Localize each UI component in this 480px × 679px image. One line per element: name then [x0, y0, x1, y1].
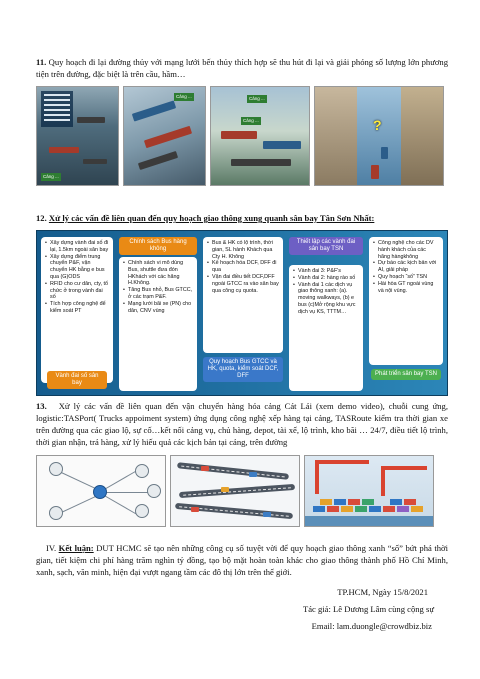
- roads-trucks-illustration: [170, 455, 300, 527]
- diagram-item: • Công nghệ cho các DV hành khách của các hãng hàngkhông: [373, 240, 439, 260]
- photo-tag: Cảng ...: [249, 96, 265, 101]
- logistics-network-illustration: [36, 455, 166, 527]
- diagram-col-bus-policy: [119, 257, 197, 391]
- diagram-item: • Mạng lưới bãi xe (PN) cho dân, CNV vùng: [123, 301, 193, 315]
- network-node-icon: [135, 464, 149, 478]
- photo-tag: Cảng ...: [243, 118, 259, 123]
- author-line: Tác giả: Lê Dương Lâm cùng cộng sự: [302, 604, 434, 614]
- truck-icon: [249, 472, 257, 477]
- airport-planning-diagram: [36, 230, 448, 396]
- section-12-number: 12.: [36, 213, 47, 223]
- network-node-icon: [147, 484, 161, 498]
- photo-tag: Cảng ...: [176, 94, 192, 99]
- diagram-item: • Tích hợp công nghệ để kiểm soát PT: [45, 301, 109, 315]
- conclusion-label: IV.: [46, 543, 57, 553]
- network-node-icon: [135, 504, 149, 518]
- diagram-item: • Vận đai điều tiết DCF,DFF ngoài GTCC ra vào sân bay qua công cụ quota.: [207, 274, 279, 294]
- conclusion-heading: Kết luận:: [58, 543, 94, 553]
- diagram-item: • Bus & HK có lộ trình, thời gian, SL hành Khách qua Cty H. Không: [207, 240, 279, 260]
- section-13-illustrations: [36, 455, 434, 527]
- section-11-number: 11.: [36, 57, 47, 67]
- diagram-item: • Kế hoạch hóa DCF, DFF đi qua: [207, 260, 279, 274]
- diagram-item: • Hài hòa GT ngoài vùng và nội vùng.: [373, 281, 439, 295]
- hub-node-icon: [93, 485, 107, 499]
- diagram-col-airport-rings: [289, 265, 363, 391]
- section-13-paragraph: [36, 400, 448, 448]
- section-13-text: Xử lý các vấn đề liên quan đến vận chuyển hàng hóa cảng Cát Lái (xem demo video), chuỗi cung ứng, logistic:TASPort( Trucks appoiment system) ứng dụng công nghệ xếp hàng tại cảng, TASRoute kiểm tra thời gian xe trên đường qua các giao lộ, sự cố…kết nối cảng vụ, chủ hàng, depot, tài xế, lộ trình, kho bãi … 24/7, điều tiết lộ trình, thời gian nhận, trả hàng, xử lý hiếu quả các kịch bản tại cảng, trên đường: [36, 401, 448, 447]
- diagram-item: • Xây dựng vành đai số đi lại, 1.5km ngoài sân bay: [45, 240, 109, 254]
- diagram-item: • Chính sách vi mô dùng Bus, shuttle đưa đón HKhách với các hãng H.Không.: [123, 260, 193, 287]
- diagram-item: • Dự báo các kịch bản với AI, giải pháp: [373, 260, 439, 274]
- port-aerial-photo-1: [36, 86, 119, 186]
- truck-icon: [191, 507, 199, 512]
- diagram-item: • RFID cho cư dân, cty, tổ chức ở trong vành đai số: [45, 281, 109, 301]
- truck-icon: [221, 487, 229, 492]
- conclusion-paragraph: [36, 542, 448, 578]
- network-node-icon: [49, 462, 63, 476]
- section-11-paragraph: [36, 56, 448, 80]
- diagram-col-bus-quota: [203, 237, 283, 353]
- author-email: Email: lam.duongle@crowdbiz.biz: [311, 621, 432, 631]
- truck-icon: [263, 512, 271, 517]
- diagram-footer-bus-quota: Quy hoạch Bus GTCC và HK, quota, kiểm soát DCF, DFF: [203, 357, 283, 382]
- section-12-heading: [36, 212, 448, 224]
- container-port-illustration: [304, 455, 434, 527]
- diagram-item: • Vành đai 1 các dịch vụ giao thông xanh: (a). moving walkways, (b) e bus (c)Mở rộng khu vực dịch vụ KS, TTTM…: [293, 282, 359, 316]
- diagram-header-airport-rings: Thiết lập các vành đai sân bay TSN: [289, 237, 363, 255]
- diagram-item: • Vành đai 3: P&F's: [293, 268, 359, 275]
- photo-tag: Cảng ...: [43, 174, 59, 179]
- diagram-item: • Tăng Bus nhỏ, Bus GTCC, ở các trạm P&F.: [123, 287, 193, 301]
- truck-icon: [201, 466, 209, 471]
- diagram-col-airport-development: [369, 237, 443, 365]
- port-aerial-photo-3: [210, 86, 310, 186]
- section-11-photos: [36, 86, 444, 186]
- network-node-icon: [49, 506, 63, 520]
- photo-legend: [41, 91, 73, 127]
- diagram-header-bus-policy: Chính sách Bus hàng không: [119, 237, 197, 255]
- diagram-item: • Vành đai 2: hàng rào số: [293, 275, 359, 282]
- diagram-item: • Quy hoạch “số” TSN: [373, 274, 439, 281]
- question-mark-icon: ?: [373, 117, 382, 133]
- port-aerial-photo-2: [123, 86, 206, 186]
- place-date: TP.HCM, Ngày 15/8/2021: [337, 587, 428, 597]
- diagram-footer-digital-ring: Vành đai số sân bay: [47, 371, 107, 389]
- section-11-text: Quy hoạch đi lại đường thủy với mạng lưới bến thủy thích hợp sẽ thu hút đi lại và giải phóng số lượng lớn phương tiện trên đường, đặc biệt là trên cầu, hầm…: [36, 57, 449, 79]
- section-13-number: 13.: [36, 401, 47, 411]
- canal-photo: [314, 86, 444, 186]
- diagram-item: • Xây dựng điểm trung chuyển P&F, vận chuyển HK bằng e bus qua (G)ODS: [45, 254, 109, 281]
- section-12-title: Xử lý các vấn đề liên quan đến quy hoạch giao thông xung quanh sân bay Tân Sơn Nhất:: [48, 213, 375, 223]
- diagram-col-digital-ring: [41, 237, 113, 383]
- diagram-footer-airport-development: Phát triển sân bay TSN: [371, 369, 441, 380]
- conclusion-text: DUT HCMC sẽ tạo nên những công cụ số tuyệt vời để quy hoạch giao thông xanh “số” bứt phá thời gian, tiết kiệm chi phí hàng trăm nghìn tỷ đồng, tạo bộ mặt hoàn toàn khác cho giao thông thành phố Hồ Chí Minh, xanh, sạch, văn minh, hiện đại vượt ngang tầm các đô thị lớn trên thế giới.: [36, 543, 448, 577]
